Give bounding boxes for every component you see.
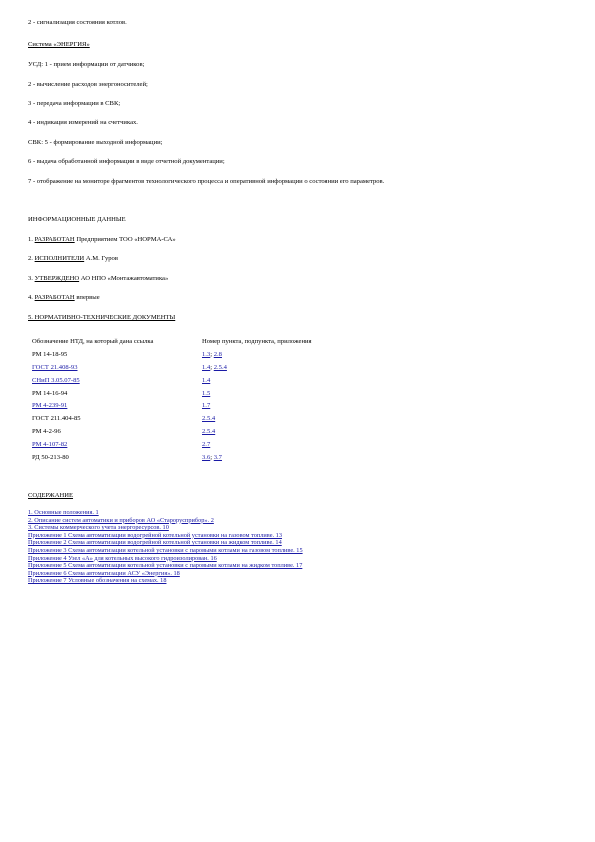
reference-clause-cell: 1.4; 2.5.4	[202, 363, 227, 371]
reference-document-cell[interactable]	[30, 399, 200, 412]
reference-clause-cell	[200, 438, 314, 451]
energy-system-heading: Система «ЭНЕРГИЯ»	[28, 41, 90, 48]
references-table	[30, 335, 314, 464]
reference-clause-cell: 1.3; 2.8	[202, 350, 222, 358]
table-row	[30, 425, 314, 438]
reference-document-cell[interactable]	[30, 374, 200, 387]
info-item-2: 2. ИСПОЛНИТЕЛИ А.М. Гуров	[28, 255, 118, 262]
table-row	[30, 387, 314, 400]
svk-line: СВК: 5 - формирование выходной информации;	[28, 139, 163, 146]
table-row	[30, 451, 314, 464]
table-row	[30, 361, 314, 374]
toc-link[interactable]: Приложение 5 Схема автоматизации котельной установки с паровыми котлами на жидком топливе. 17	[28, 562, 303, 570]
toc-link[interactable]: Приложение 2 Схема автоматизации водогрейной котельной установки на жидком топливе. 14	[28, 539, 282, 547]
reference-document-cell[interactable]	[30, 438, 200, 451]
reference-clause-cell	[200, 412, 314, 425]
clause-link[interactable]: 1.7	[202, 402, 211, 410]
toc-link[interactable]: Приложение 4 Узел «А» для котельных высокого гидроизолирован. 16	[28, 554, 217, 562]
toc-link[interactable]: Приложение 3 Схема автоматизации котельной установки с паровыми котлами на газовом топливе. 15	[28, 546, 303, 554]
clause-link[interactable]: 3.6	[202, 453, 211, 461]
reference-document-link[interactable]: РМ 4-239-91	[32, 402, 68, 410]
toc-link[interactable]: 3. Системы коммерческого учета энергоресурсов. 10	[28, 524, 169, 532]
reference-document-cell[interactable]	[30, 361, 200, 374]
info-item-1: 1. РАЗРАБОТАН Предприятием ТОО «НОРМА-СА»	[28, 236, 176, 243]
table-row	[30, 348, 314, 361]
clause-link[interactable]: 2.8	[213, 350, 222, 358]
reference-document-cell	[30, 412, 200, 425]
table-row	[30, 399, 314, 412]
clause-link[interactable]: 1.5	[202, 389, 211, 397]
reference-clause-cell	[200, 374, 314, 387]
reference-document-text: РМ 4-2-96	[32, 428, 61, 436]
info-heading: ИНФОРМАЦИОННЫЕ ДАННЫЕ	[28, 216, 126, 223]
column-header-document: Обозначение НТД, на который дана ссылка	[32, 337, 154, 345]
reference-document-text: ГОСТ 211.404-85	[32, 415, 81, 423]
reference-document-text: РМ 14-16-94	[32, 389, 68, 397]
toc-link[interactable]: 2. Описание систем автоматики и приборов АО «Старорусприбор». 2	[28, 516, 214, 524]
reference-document-link[interactable]: ГОСТ 21.408-93	[32, 363, 78, 371]
clause-link[interactable]: 2.5.4	[202, 415, 216, 423]
usd-line: УСД: 1 - прием информации от датчиков;	[28, 61, 145, 68]
info-item-5: 5. НОРМАТИВНО-ТЕХНИЧЕСКИЕ ДОКУМЕНТЫ	[28, 314, 176, 321]
line-4: 4 - индикация измерений на счетчиках.	[28, 119, 138, 126]
clause-link[interactable]: 1.4	[202, 376, 211, 384]
line-6: 6 - выдача обработанной информации в виде отчетной документации;	[28, 158, 225, 165]
table-of-contents	[28, 509, 303, 585]
reference-document-link[interactable]: СНиП 3.05.07-85	[32, 376, 80, 384]
reference-document-cell	[30, 348, 200, 361]
reference-clause-cell	[200, 399, 314, 412]
line-2: 2 - вычисление расходов энергоносителей;	[28, 81, 148, 88]
reference-clause-cell	[200, 425, 314, 438]
reference-clause-cell	[200, 387, 314, 400]
table-row	[30, 438, 314, 451]
clause-link[interactable]: 2.7	[202, 441, 211, 449]
column-header-clause: Номер пункта, подпункта, приложения	[202, 337, 312, 345]
reference-document-text: РМ 14-18-95	[32, 350, 68, 358]
reference-document-cell	[30, 425, 200, 438]
table-header-row	[30, 335, 314, 348]
info-item-4: 4. РАЗРАБОТАН впервые	[28, 294, 100, 301]
toc-link[interactable]: Приложение 6 Схема автоматизации АСУ «Энергия». 18	[28, 569, 180, 577]
reference-document-text: РД 50-213-80	[32, 453, 69, 461]
toc-link[interactable]: Приложение 1 Схема автоматизации водогрейной котельной установки на газовом топливе. 13	[28, 531, 282, 539]
clause-link[interactable]: 1.3	[202, 350, 211, 358]
clause-link[interactable]: 2.5.4	[202, 428, 216, 436]
table-row	[30, 374, 314, 387]
table-row	[30, 412, 314, 425]
line-1: 2 - сигнализация состояния котлов.	[28, 19, 127, 26]
toc-link[interactable]: 1. Основные положения. 1	[28, 509, 99, 516]
reference-clause-cell: 3.6; 3.7	[202, 453, 222, 461]
clause-link[interactable]: 2.5.4	[213, 363, 227, 371]
toc-heading: СОДЕРЖАНИЕ	[28, 492, 74, 499]
reference-document-cell	[30, 387, 200, 400]
reference-document-cell	[30, 451, 200, 464]
info-item-3: 3. УТВЕРЖДЕНО АО НПО «Монтажавтоматика»	[28, 275, 169, 282]
clause-link[interactable]: 1.4	[202, 363, 211, 371]
reference-document-link[interactable]: РМ 4-107-82	[32, 441, 68, 449]
clause-link[interactable]: 3.7	[213, 453, 222, 461]
toc-link[interactable]: Приложение 7 Условные обозначения на схемах. 18	[28, 577, 167, 585]
line-3: 3 - передача информации в СВК;	[28, 100, 121, 107]
line-7: 7 - отображение на мониторе фрагментов технологического процесса и оперативной информации о состоянии его параметров.	[28, 178, 385, 185]
